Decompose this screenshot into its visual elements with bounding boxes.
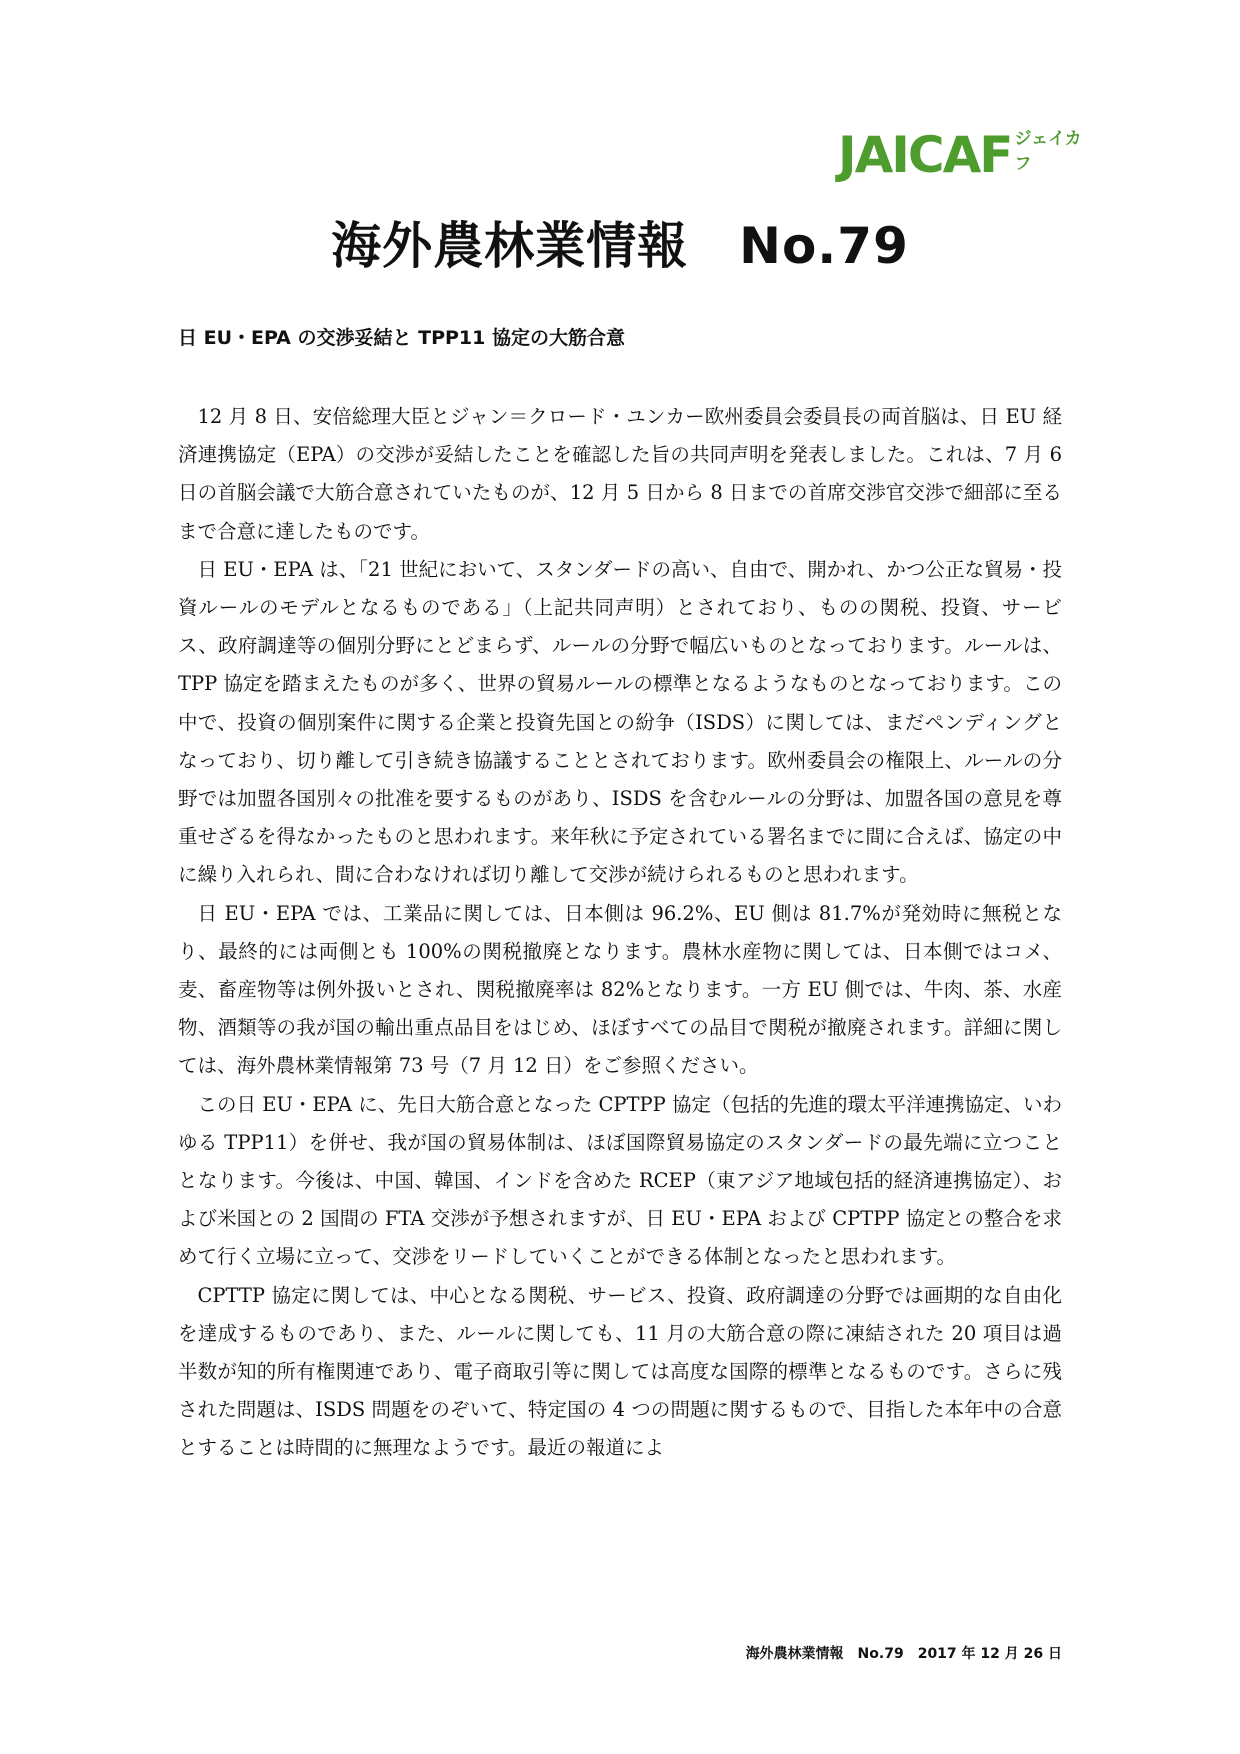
paragraph-3: 日 EU・EPA では、工業品に関しては、日本側は 96.2%、EU 側は 81.7%が発効時に無税となり、最終的には両側とも 100%の関税撤廃となります。農林水産物に関しては、日本側ではコメ、麦、畜産物等は例外扱いとされ、関税撤廃率は 82%となります。一方 EU 側では、牛肉、茶、水産物、酒類等の我が国の輸出重点品目をはじめ、ほぼすべての品目で関税が撤廃されます。詳細に関しては、海外農林業情報第 73 号（7 月 12 日）をご参照ください。 [178,901,1062,1078]
paragraph-2: 日 EU・EPA は、「21 世紀において、スタンダードの高い、自由で、開かれ、かつ公正な貿易・投資ルールのモデルとなるものである」（上記共同声明）とされており、ものの関税、投資、サービス、政府調達等の個別分野にとどまらず、ルールの分野で幅広いものとなっております。ルールは、TPP 協定を踏まえたものが多く、世界の貿易ルールの標準となるようなものとなっております。この中で、投資の個別案件に関する企業と投資先国との紛争（ISDS）に関しては、まだペンディングとなっており、切り離して引き続き協議することとされております。欧州委員会の権限上、ルールの分野では加盟各国別々の批准を要するものがあり、ISDS を含むルールの分野は、加盟各国の意見を尊重せざるを得なかったものと思われます。来年秋に予定されている署名までに間に合えば、協定の中に繰り入れられ、間に合わなければ切り離して交渉が続けられるものと思われます。 [178,557,1062,887]
paragraph-5: CPTTP 協定に関しては、中心となる関税、サービス、投資、政府調達の分野では画期的な自由化を達成するものであり、また、ルールに関しても、11 月の大筋合意の際に凍結された 20 項目は過半数が知的所有権関連であり、電子商取引等に関しては高度な国際的標準となるものです。さらに残された問題は、ISDS 問題をのぞいて、特定国の 4 つの問題に関するもので、目指した本年中の合意とすることは時間的に無理なようです。最近の報道によ [178,1283,1062,1460]
jaicaf-logo [838,118,1098,184]
logo-kana: ジェイカフ [1014,129,1082,174]
article-body [178,398,1062,1468]
page-footer: 海外農林業情報 No.79 2017 年 12 月 26 日 [745,1646,1062,1662]
paragraph-4: この日 EU・EPA に、先日大筋合意となった CPTPP 協定（包括的先進的環太平洋連携協定、いわゆる TPP11）を併せ、我が国の貿易体制は、ほぼ国際貿易協定のスタンダードの最先端に立つこととなります。今後は、中国、韓国、インドを含めた RCEP（東アジア地域包括的経済連携協定）、および米国との 2 国間の FTA 交渉が予想されますが、日 EU・EPA および CPTPP 協定との整合を求めて行く立場に立って、交渉をリードしていくことができる体制となったと思われます。 [178,1092,1062,1269]
logo-text: JAICAF [838,126,1012,184]
article-subtitle: 日 EU・EPA の交渉妥結と TPP11 協定の大筋合意 [178,327,625,349]
paragraph-1: 12 月 8 日、安倍総理大臣とジャン＝クロード・ユンカー欧州委員会委員長の両首脳は、日 EU 経済連携協定（EPA）の交渉が妥結したことを確認した旨の共同声明を発表しました。これは、7 月 6 日の首脳会議で大筋合意されていたものが、12 月 5 日から 8 日までの首席交渉官交渉で細部に至るまで合意に達したものです。 [178,405,1062,543]
page-title: 海外農林業情報 No.79 [331,217,909,275]
